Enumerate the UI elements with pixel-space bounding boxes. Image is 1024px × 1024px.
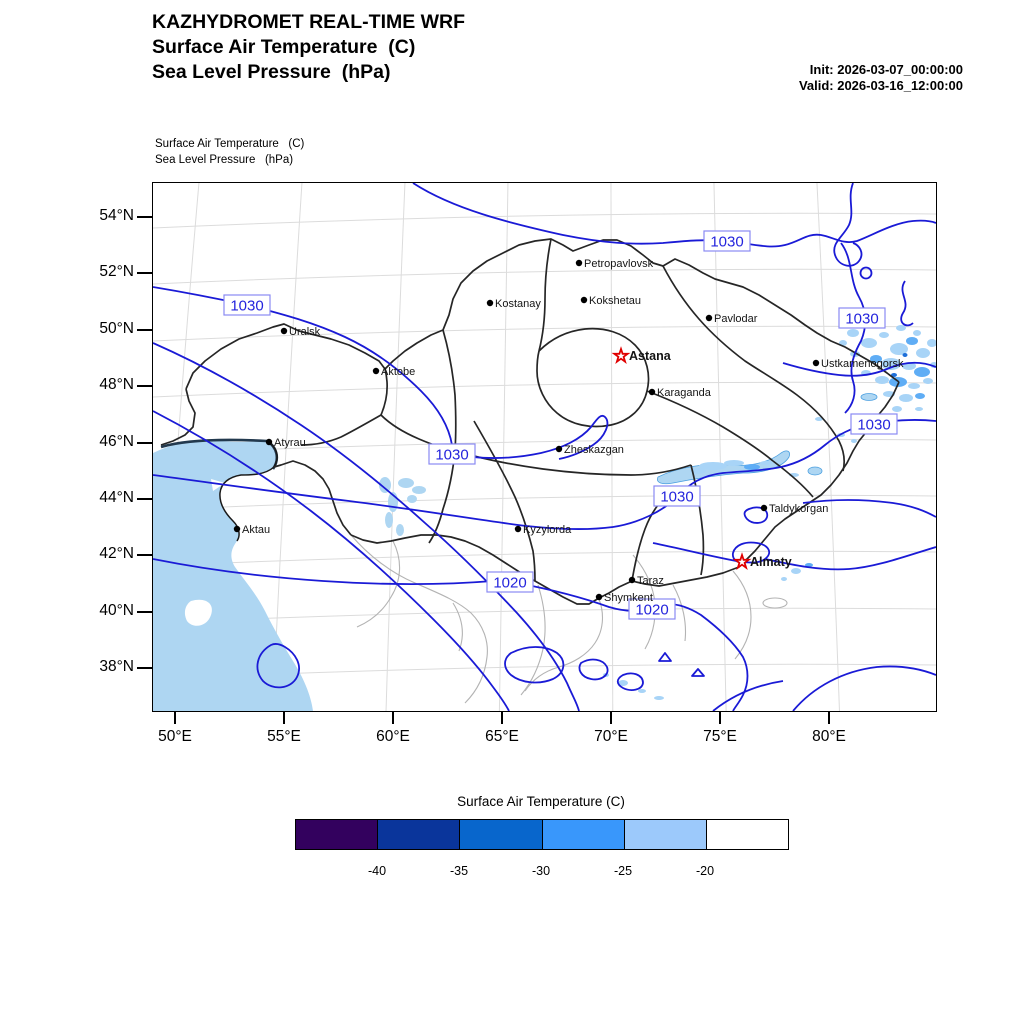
lat-tick-label: 44°N	[99, 489, 134, 506]
pressure-label-layer	[224, 231, 897, 619]
lat-tick-label: 50°N	[99, 320, 134, 337]
city-label: Zheskazgan	[564, 444, 624, 456]
caption-line-2: Sea Level Pressure (hPa)	[155, 154, 294, 166]
pressure-label: 1030	[710, 233, 744, 251]
lat-tick-label: 40°N	[99, 602, 134, 619]
colorbar-segment	[707, 820, 788, 849]
city-dot	[281, 328, 287, 334]
lon-tick-label: 60°E	[376, 728, 410, 745]
lon-tick-mark	[828, 711, 830, 724]
kazakhstan-borders	[161, 239, 899, 604]
colorbar-tick-label: -30	[531, 864, 551, 878]
colorbar-title: Surface Air Temperature (C)	[457, 794, 625, 809]
lat-tick-mark	[137, 385, 152, 387]
colorbar-tick-label: -35	[449, 864, 469, 878]
lon-tick-label: 75°E	[703, 728, 737, 745]
lat-tick-label: 54°N	[99, 207, 134, 224]
lake-alakol	[808, 467, 822, 475]
capital-star-icon	[735, 555, 748, 568]
city-label: Almaty	[750, 555, 792, 569]
lon-tick-mark	[174, 711, 176, 724]
lat-tick-mark	[137, 498, 152, 500]
city-label: Aktobe	[381, 366, 416, 378]
map-area	[152, 182, 937, 712]
lat-tick-mark	[137, 442, 152, 444]
city-label: Uralsk	[289, 326, 321, 338]
lon-tick-label: 70°E	[594, 728, 628, 745]
pressure-label: 1030	[435, 446, 469, 464]
city-label: Karaganda	[657, 387, 711, 399]
city-label: Pavlodar	[714, 313, 758, 325]
city-dot	[629, 577, 635, 583]
lon-tick-mark	[610, 711, 612, 724]
city-dot	[581, 297, 587, 303]
city-dot	[266, 439, 272, 445]
foreign-country-borders	[351, 535, 787, 703]
pressure-label: 1020	[493, 574, 527, 592]
lon-tick-mark	[719, 711, 721, 724]
lat-tick-label: 46°N	[99, 433, 134, 450]
capital-star-icon	[614, 349, 627, 362]
colorbar-tick-label: -20	[695, 864, 715, 878]
colorbar-segment	[543, 820, 625, 849]
city-label: Kyzylorda	[523, 524, 572, 536]
city-label: Ustkamenogorsk	[821, 358, 904, 370]
city-dot	[487, 300, 493, 306]
city-dot	[706, 315, 712, 321]
colorbar-segment	[625, 820, 707, 849]
city-dot	[373, 368, 379, 374]
city-label: Atyrau	[274, 437, 306, 449]
lon-tick-label: 80°E	[812, 728, 846, 745]
city-dot	[649, 389, 655, 395]
city-marker-layer	[234, 258, 904, 604]
title-line-2: Surface Air Temperature (C)	[152, 36, 416, 58]
pressure-label: 1030	[845, 310, 879, 328]
caption-line-1: Surface Air Temperature (C)	[155, 138, 305, 150]
pressure-label: 1030	[660, 488, 694, 506]
city-dot	[596, 594, 602, 600]
run-info	[799, 62, 963, 94]
lat-tick-mark	[137, 554, 152, 556]
title-line-1: KAZHYDROMET REAL-TIME WRF	[152, 11, 466, 33]
city-label: Astana	[629, 349, 671, 363]
city-label: Kokshetau	[589, 295, 641, 307]
city-label: Taraz	[637, 575, 664, 587]
lake-zaysan	[861, 394, 877, 401]
city-label: Kostanay	[495, 298, 541, 310]
lon-tick-mark	[392, 711, 394, 724]
page-title	[152, 10, 465, 85]
colorbar-tick-label: -40	[367, 864, 387, 878]
city-dot	[515, 526, 521, 532]
lat-tick-mark	[137, 216, 152, 218]
lon-tick-label: 55°E	[267, 728, 301, 745]
lake-issyk-kul	[763, 598, 787, 608]
lat-tick-mark	[137, 272, 152, 274]
lat-tick-label: 38°N	[99, 658, 134, 675]
pressure-label: 1020	[635, 601, 669, 619]
city-dot	[556, 446, 562, 452]
lon-tick-mark	[501, 711, 503, 724]
valid-timestamp: Valid: 2026-03-16_12:00:00	[798, 78, 963, 93]
lat-tick-mark	[137, 667, 152, 669]
init-timestamp: Init: 2026-03-07_00:00:00	[809, 62, 963, 77]
city-dot	[761, 505, 767, 511]
city-label: Petropavlovsk	[584, 258, 654, 270]
lat-tick-mark	[137, 611, 152, 613]
city-dot	[234, 526, 240, 532]
lat-tick-label: 42°N	[99, 545, 134, 562]
city-label: Taldykorgan	[769, 503, 829, 515]
temperature-colorbar	[295, 819, 789, 850]
pressure-label: 1030	[230, 297, 264, 315]
city-dot	[813, 360, 819, 366]
map-caption	[155, 136, 304, 168]
city-label: Aktau	[242, 524, 271, 536]
caspian-sea	[153, 441, 313, 712]
colorbar-segment	[460, 820, 542, 849]
weather-map-plot	[153, 183, 936, 711]
lon-tick-label: 50°E	[158, 728, 192, 745]
lon-tick-label: 65°E	[485, 728, 519, 745]
pressure-label: 1030	[857, 416, 891, 434]
colorbar-segment	[378, 820, 460, 849]
lat-tick-label: 52°N	[99, 263, 134, 280]
colorbar-tick-label: -25	[613, 864, 633, 878]
lat-tick-label: 48°N	[99, 376, 134, 393]
lat-tick-mark	[137, 329, 152, 331]
title-line-3: Sea Level Pressure (hPa)	[152, 61, 391, 83]
colorbar-segment	[296, 820, 378, 849]
lon-tick-mark	[283, 711, 285, 724]
city-dot	[576, 260, 582, 266]
city-label: Shymkent	[604, 592, 653, 604]
